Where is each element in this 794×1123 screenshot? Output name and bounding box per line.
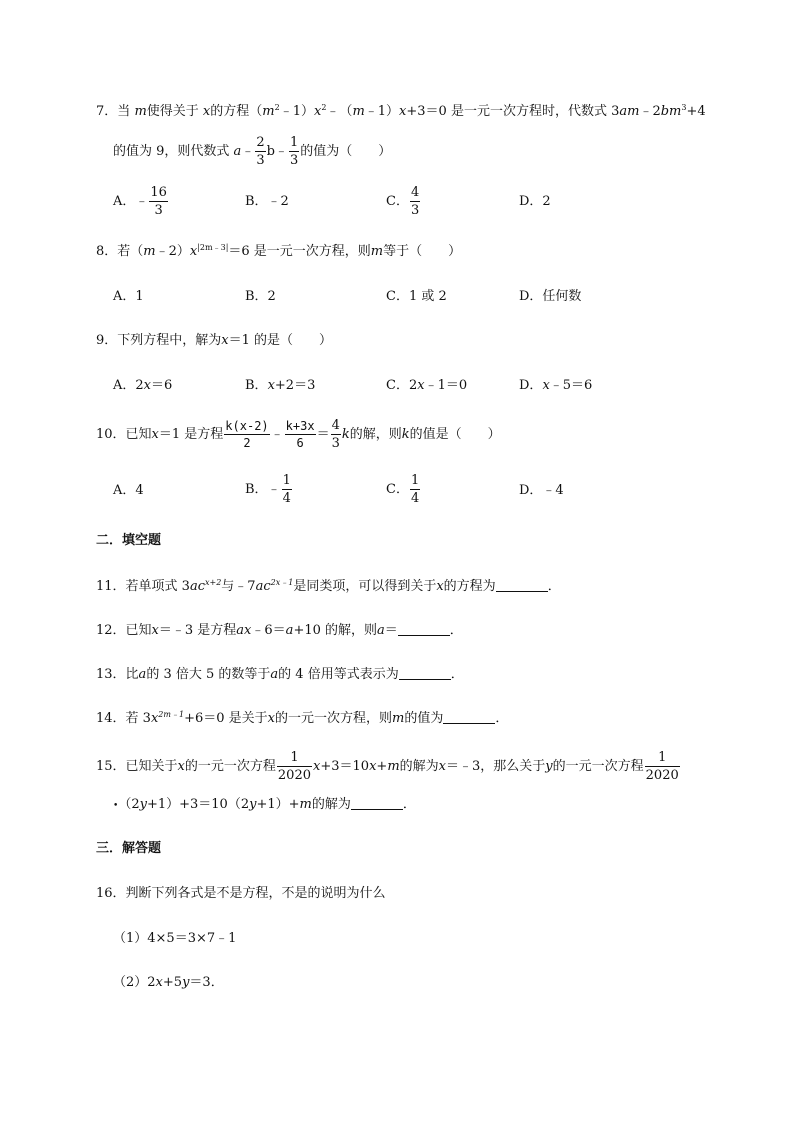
question-13 xyxy=(96,667,464,681)
var-ac: ac xyxy=(189,579,205,594)
var-ax: ax xyxy=(236,623,252,638)
fraction xyxy=(255,136,265,167)
var-x: x xyxy=(151,623,159,638)
text: ﹣6＝ xyxy=(251,623,286,638)
numerator: 16 xyxy=(150,185,167,200)
denominator: 3 xyxy=(154,203,163,218)
var-y: y xyxy=(139,797,147,812)
text: +5 xyxy=(162,975,183,990)
text: 的值是（ ） xyxy=(409,427,501,442)
denominator: 3 xyxy=(256,153,265,168)
var-x: x xyxy=(267,378,275,393)
text: ． xyxy=(450,667,464,682)
var-x: x xyxy=(313,759,321,774)
var-x: x xyxy=(202,104,211,119)
var-y: y xyxy=(249,797,257,812)
option-label: B． xyxy=(245,378,268,393)
question-16-item-1: （1）4×5＝3×7﹣1 xyxy=(113,931,237,946)
fraction xyxy=(282,474,292,505)
text: 等于（ ） xyxy=(383,244,462,259)
denominator: 2 xyxy=(243,436,251,450)
numerator: 4 xyxy=(331,418,340,433)
text: +10 的解，则 xyxy=(293,623,378,638)
question-16-item-2 xyxy=(113,976,224,989)
fraction xyxy=(285,420,316,449)
fraction xyxy=(645,751,680,782)
text: ﹣（ xyxy=(326,104,353,119)
numerator: 1 xyxy=(277,751,312,767)
question-15-line-2 xyxy=(113,797,416,811)
question-14 xyxy=(96,711,508,725)
text: + xyxy=(376,759,388,774)
var-x: x xyxy=(150,711,159,726)
denominator: 6 xyxy=(296,436,304,450)
var-a: a xyxy=(233,144,242,159)
option-c[interactable]: C．1 或 2 xyxy=(386,289,447,304)
var-x: x xyxy=(399,104,407,119)
denominator: 4 xyxy=(282,491,291,506)
answer-blank[interactable] xyxy=(496,579,548,592)
option-b[interactable]: B．﹣2 xyxy=(245,194,289,209)
text: 使得关于 xyxy=(146,104,199,119)
superscript: x+2 xyxy=(204,578,222,587)
var-bm: bm xyxy=(660,104,682,119)
text: 11．若单项式 3 xyxy=(96,579,190,594)
text: ． xyxy=(449,623,463,638)
text: ﹣1） xyxy=(364,104,400,119)
var-am: am xyxy=(619,104,640,119)
var-x: x xyxy=(369,759,377,774)
option-a[interactable]: A．4 xyxy=(113,483,144,498)
var-y: y xyxy=(545,759,553,774)
numerator: 4 xyxy=(410,185,420,200)
var-m: m xyxy=(387,759,400,774)
option-b[interactable] xyxy=(245,379,315,392)
question-11 xyxy=(96,579,561,593)
text: （2）2 xyxy=(113,975,156,990)
answer-blank[interactable] xyxy=(443,711,495,724)
var-x: x xyxy=(267,711,275,726)
numerator: 1 xyxy=(410,473,420,488)
option-a[interactable] xyxy=(113,186,169,217)
fraction xyxy=(224,420,269,449)
question-8 xyxy=(96,245,461,258)
var-k: k xyxy=(401,427,410,442)
var-x: x xyxy=(189,244,198,259)
fraction xyxy=(149,186,168,217)
var-x: x xyxy=(177,759,185,774)
option-c[interactable] xyxy=(386,474,421,505)
text: ． xyxy=(402,797,416,812)
answer-blank[interactable] xyxy=(398,623,450,636)
question-16: 16．判断下列各式是不是方程，不是的说明为什么 xyxy=(96,886,386,901)
text: +3＝10 xyxy=(320,759,370,774)
text: 的一元一次方程 xyxy=(552,759,644,774)
text: ﹣ xyxy=(241,144,255,159)
option-label: C． xyxy=(386,194,409,209)
var-x: x xyxy=(438,759,446,774)
numerator: 2 xyxy=(256,135,265,150)
var-m: m xyxy=(143,244,156,259)
fraction xyxy=(410,186,420,217)
text: ＝1 是方程 xyxy=(158,427,224,442)
text: 8．若（ xyxy=(96,244,144,259)
denominator: 2020 xyxy=(645,768,679,783)
question-10 xyxy=(96,419,501,450)
numerator: 1 xyxy=(282,473,291,488)
superscript: 2m﹣1 xyxy=(158,710,185,719)
text: 12．已知 xyxy=(96,623,152,638)
text: +2＝3 xyxy=(274,378,316,393)
text: 的方程（ xyxy=(210,104,263,119)
question-7-line-2 xyxy=(113,136,391,167)
text: ＝6 xyxy=(151,378,173,393)
superscript: |2m﹣3| xyxy=(197,243,229,252)
option-label: A．2 xyxy=(113,378,144,393)
option-d[interactable]: D．2 xyxy=(519,194,551,209)
var-a: a xyxy=(377,623,385,638)
section-heading-fill-in: 二．填空题 xyxy=(96,533,162,548)
var-y: y xyxy=(182,975,190,990)
option-b[interactable] xyxy=(245,474,293,505)
section-heading-solve: 三．解答题 xyxy=(96,841,162,856)
answer-blank[interactable] xyxy=(399,667,451,680)
numerator: 1 xyxy=(289,135,299,150)
option-c[interactable] xyxy=(386,186,421,217)
text: 的一元一次方程，则 xyxy=(274,711,392,726)
var-x: x xyxy=(155,975,163,990)
var-x: x xyxy=(436,579,444,594)
option-label: C．2 xyxy=(386,378,418,393)
text: +1）+ xyxy=(256,797,300,812)
var-x: x xyxy=(542,378,550,393)
text: ﹣5＝6 xyxy=(549,378,593,393)
text: 的一元一次方程 xyxy=(184,759,276,774)
fraction xyxy=(289,136,299,167)
text: 的 3 倍大 5 的数等于 xyxy=(146,667,271,682)
fraction xyxy=(331,419,341,450)
answer-blank[interactable] xyxy=(351,797,403,810)
text: +6＝0 是关于 xyxy=(184,711,268,726)
denominator: 2020 xyxy=(277,768,311,783)
option-d[interactable]: D．任何数 xyxy=(519,289,582,304)
text: ＝ xyxy=(384,623,398,638)
var-m: m xyxy=(262,104,275,119)
var-x: x xyxy=(313,104,322,119)
text: 的值为 xyxy=(404,711,444,726)
text: ． xyxy=(547,579,561,594)
option-label: A． xyxy=(113,194,136,209)
var-x: x xyxy=(143,378,152,393)
text: ﹣1＝0 xyxy=(424,378,468,393)
text: 的值为（ ） xyxy=(300,144,392,159)
text: 是同类项，可以得到关于 xyxy=(293,579,437,594)
var-ac: ac xyxy=(255,579,271,594)
var-m: m xyxy=(392,711,405,726)
fraction xyxy=(277,751,312,782)
text: ＝6 是一元一次方程，则 xyxy=(228,244,371,259)
fraction xyxy=(410,474,420,505)
text: +3＝0 是一元一次方程时，代数式 3 xyxy=(406,104,620,119)
text: 10．已知 xyxy=(96,427,152,442)
text: 当 xyxy=(117,104,131,119)
var-x: x xyxy=(151,427,159,442)
text: ＝3． xyxy=(189,975,224,990)
question-15-line-1 xyxy=(96,751,681,782)
superscript: 2x﹣1 xyxy=(270,578,294,587)
option-d[interactable]: D．﹣4 xyxy=(519,483,564,498)
text: ＝﹣3 是方程 xyxy=(158,623,237,638)
text: 13．比 xyxy=(96,667,139,682)
numerator: 1 xyxy=(645,751,680,767)
text: ﹣ xyxy=(135,194,149,209)
var-x: x xyxy=(417,378,425,393)
text: 9．下列方程中，解为 xyxy=(96,333,222,348)
denominator: 3 xyxy=(410,203,420,218)
var-a: a xyxy=(270,667,279,682)
text: 的解，则 xyxy=(349,427,402,442)
option-label: D． xyxy=(519,378,543,393)
superscript: 2 xyxy=(321,103,327,112)
text: 的解为 xyxy=(311,797,351,812)
text: 14．若 3 xyxy=(96,711,151,726)
text: 与﹣7 xyxy=(221,579,256,594)
numerator: k(x-2) xyxy=(225,419,269,433)
option-b[interactable]: B．2 xyxy=(245,289,276,304)
var-m: m xyxy=(370,244,384,259)
option-label: C． xyxy=(386,482,409,497)
var-a: a xyxy=(138,667,147,682)
text: 的方程为 xyxy=(443,579,496,594)
option-d[interactable] xyxy=(519,379,592,392)
var-m: m xyxy=(134,104,147,119)
text: 的 4 倍用等式表示为 xyxy=(278,667,399,682)
option-label: B．﹣ xyxy=(245,482,281,497)
denominator: 3 xyxy=(289,153,299,168)
text: ﹣ xyxy=(270,427,284,442)
text: ． xyxy=(495,711,509,726)
option-a[interactable]: A．1 xyxy=(113,289,144,304)
text: （2 xyxy=(118,797,140,812)
question-9 xyxy=(96,334,332,347)
text: b﹣ xyxy=(266,144,288,159)
superscript: 2 xyxy=(274,103,280,112)
multiplication-dot: • xyxy=(113,801,119,811)
var-m: m xyxy=(352,104,365,119)
var-a: a xyxy=(285,623,294,638)
question-number: 7． xyxy=(96,104,118,119)
var-x: x xyxy=(221,333,229,348)
text: ＝ xyxy=(316,427,330,442)
text: +4 xyxy=(686,104,706,119)
numerator: k+3x xyxy=(285,419,315,433)
var-m: m xyxy=(299,797,312,812)
text: ﹣1） xyxy=(279,104,314,119)
text: ＝﹣3，那么关于 xyxy=(446,759,546,774)
text: ＝1 的是（ ） xyxy=(228,333,333,348)
question-7-line-1 xyxy=(96,105,706,118)
text: 的值为 9，则代数式 xyxy=(113,144,230,159)
text: 的解为 xyxy=(399,759,439,774)
text: 15．已知关于 xyxy=(96,759,178,774)
text: ﹣2 xyxy=(639,104,661,119)
text: +1）+3＝10（2 xyxy=(146,797,250,812)
text: ﹣2） xyxy=(155,244,190,259)
superscript: 3 xyxy=(681,103,687,112)
denominator: 3 xyxy=(331,436,340,451)
option-a[interactable] xyxy=(113,379,172,392)
option-c[interactable] xyxy=(386,379,467,392)
question-12 xyxy=(96,623,463,637)
var-k: k xyxy=(341,427,350,442)
denominator: 4 xyxy=(410,491,420,506)
